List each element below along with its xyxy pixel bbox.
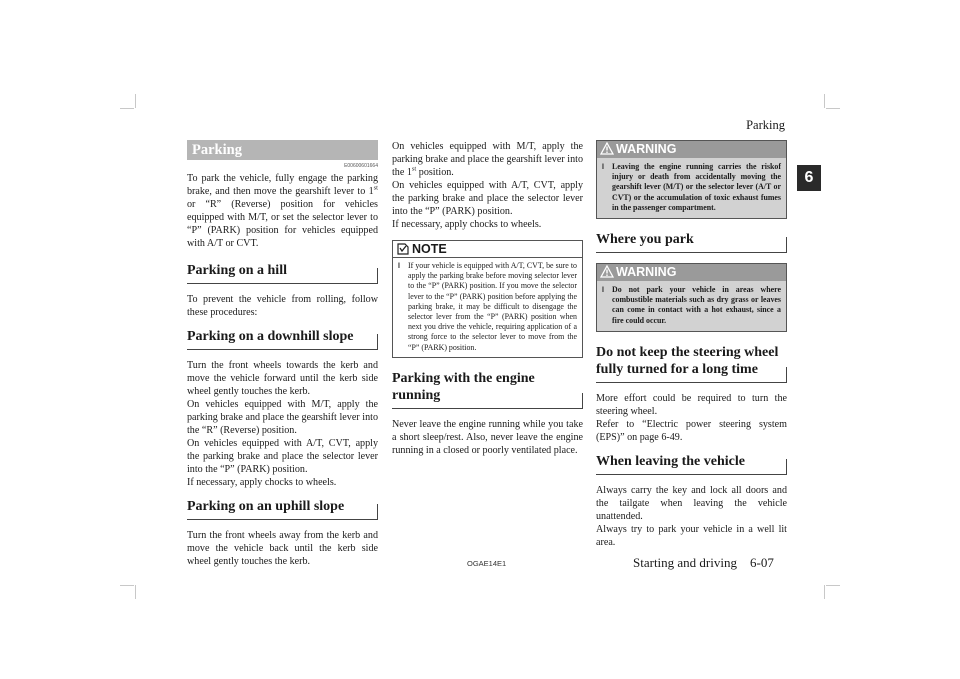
crop-mark xyxy=(135,585,136,599)
left-column xyxy=(187,140,378,568)
warning-box xyxy=(596,263,787,332)
right-column xyxy=(596,140,787,549)
section-title: Parking xyxy=(187,140,378,160)
page-number: 6-07 xyxy=(750,555,774,570)
hill-paragraph: To prevent the vehicle from rolling, follow these procedures: xyxy=(187,294,378,318)
crop-mark xyxy=(824,585,825,599)
subheading-steering: Do not keep the steering wheel fully turned for a long time xyxy=(596,344,787,383)
warning-triangle-icon xyxy=(600,142,614,155)
bullet: l xyxy=(602,287,604,295)
note-box xyxy=(392,240,583,358)
mt-paragraph: On vehicles equipped with M/T, apply the parking brake and place the gearshift lever into the 1st position. xyxy=(392,141,583,178)
note-text: If your vehicle is equipped with A/T, CVT, be sure to apply the parking brake before moving selector lever to the “P” (PARK) position. If you move the selector lever to the “P” (PARK) position before applying the parking brake, it may be difficult to disengage the selector lever from the “P” (PARK) position when next you drive the vehicle, requiring application of a strong force to the selector lever to move from the “P” (PARK) position. xyxy=(408,261,577,352)
crop-mark xyxy=(824,94,825,108)
note-item xyxy=(398,261,577,353)
warning-box xyxy=(596,140,787,219)
subheading-uphill: Parking on an uphill slope xyxy=(187,498,378,520)
chapter-tab: 6 xyxy=(797,165,821,191)
chapter-name: Starting and driving xyxy=(633,555,737,570)
warning-text: Do not park your vehicle in areas where combustible materials such as dry grass or leaves can come in contact with a hot exhaust, since a fire could occur. xyxy=(612,285,781,325)
running-head: Parking xyxy=(746,118,785,132)
intro-paragraph: To park the vehicle, fully engage the parking brake, and then move the gearshift lever to 1st or “R” (Reverse) position for vehicles equipped with M/T, or set the selector lever to “P” (PARK) position for vehicles equipped with A/T or CVT. xyxy=(187,173,378,249)
steering-paragraph: More effort could be required to turn the steering wheel. Refer to “Electric power steering system (EPS)” on page 6-49. xyxy=(596,392,787,443)
crop-mark xyxy=(826,585,840,586)
leaving-paragraph: Always carry the key and lock all doors and the tailgate when leaving the vehicle unattended. Always try to park your vehicle in a well lit area. xyxy=(596,484,787,548)
bullet: l xyxy=(602,164,604,171)
engine-paragraph: Never leave the engine running while you take a short sleep/rest. Also, never leave the engine running in a closed or poorly ventilated place. xyxy=(392,418,583,456)
warning-item xyxy=(602,162,781,213)
document-code: OGAE14E1 xyxy=(467,559,507,568)
crop-mark xyxy=(120,108,134,109)
crop-mark xyxy=(826,108,840,109)
at-paragraph: On vehicles equipped with A/T, CVT, apply the parking brake and place the selector lever into the “P” (PARK) position. If necessary, apply chocks to wheels. xyxy=(392,180,583,230)
warning-header: WARNING xyxy=(597,141,786,158)
warning-item xyxy=(602,285,781,326)
middle-column xyxy=(392,140,583,457)
note-header: NOTE xyxy=(393,241,582,258)
uphill-paragraph: Turn the front wheels away from the kerb and move the vehicle back until the kerb side wheel gently touches the kerb. xyxy=(187,530,378,567)
section-code: E00600601664 xyxy=(344,163,378,169)
warning-text: Leaving the engine running carries the riskof injury or death from accidentally moving the gearshift lever (M/T) or the selector lever (A/T or CVT) or the accumulation of toxic exhaust fumes in the passenger compartment. xyxy=(612,162,781,212)
subheading-hill: Parking on a hill xyxy=(187,262,378,284)
subheading-downhill: Parking on a downhill slope xyxy=(187,328,378,350)
crop-mark xyxy=(135,94,136,108)
warning-header: WARNING xyxy=(597,264,786,281)
subheading-leaving-vehicle: When leaving the vehicle xyxy=(596,453,787,475)
bullet: l xyxy=(398,263,400,270)
crop-mark xyxy=(120,585,134,586)
downhill-paragraph: Turn the front wheels towards the kerb and move the vehicle forward until the kerb side wheel gently touches the kerb. On vehicles equipped with M/T, apply the parking brake and place the gearshift lever into the “R” (Reverse) position. On vehicles equipped with A/T, CVT, apply the parking brake and place the selector lever into the “P” (PARK) position. If necessary, apply chocks to wheels. xyxy=(187,360,378,488)
warning-triangle-icon xyxy=(600,265,614,278)
subheading-engine-running: Parking with the engine running xyxy=(392,370,583,409)
subheading-where-you-park: Where you park xyxy=(596,231,787,253)
note-icon xyxy=(397,243,409,255)
